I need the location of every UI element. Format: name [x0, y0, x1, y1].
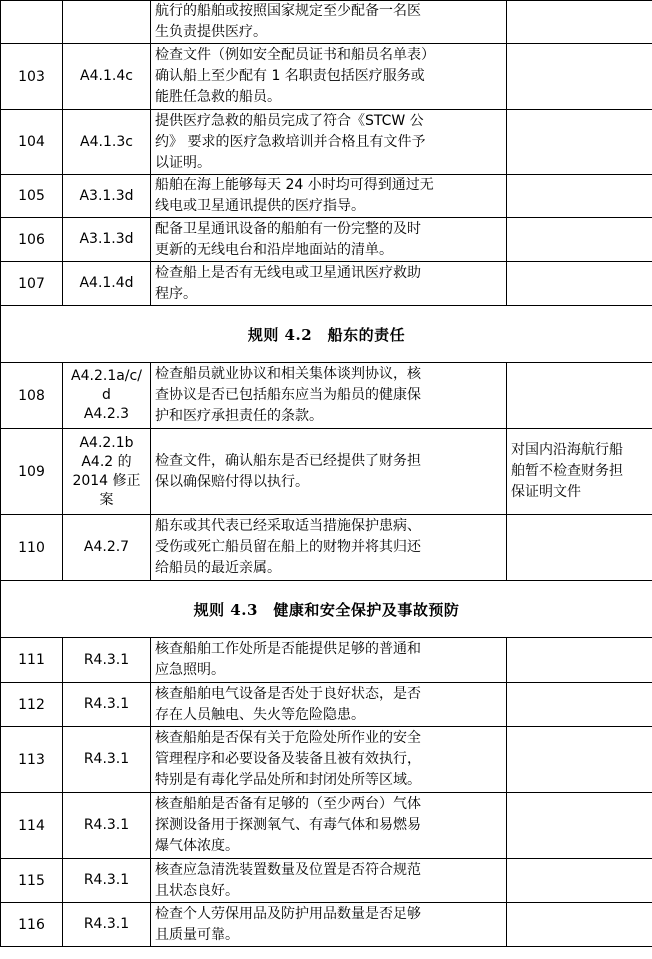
item-number-cell: 106 — [1, 218, 63, 262]
note-cell — [507, 727, 652, 793]
reference-line: R4.3.1 — [83, 872, 130, 888]
item-number-cell: 113 — [1, 727, 63, 793]
note-cell — [507, 363, 652, 429]
description-cell — [151, 859, 507, 903]
description-cell — [151, 175, 507, 218]
description-line: 核查船舶电气设备是否处于良好状态，是否 — [155, 685, 421, 702]
table-row — [1, 262, 652, 306]
description-cell — [151, 793, 507, 859]
note-cell — [507, 859, 652, 903]
note-cell — [507, 218, 652, 262]
note-cell — [507, 262, 652, 306]
description-line: 生负责提供医疗。 — [155, 24, 267, 40]
note-cell — [507, 429, 652, 515]
description-cell — [151, 1, 507, 44]
description-line: 线电或卫星通讯提供的医疗指导。 — [155, 198, 365, 214]
description-line: 特别是有毒化学品处所和封闭处所等区域。 — [155, 772, 421, 788]
reference-cell — [63, 859, 151, 903]
reference-cell — [63, 110, 151, 175]
description-cell — [151, 683, 507, 727]
item-number-cell: 104 — [1, 110, 63, 175]
reference-cell — [63, 1, 151, 44]
note-line: 保证明文件 — [511, 484, 581, 500]
reference-cell — [63, 175, 151, 218]
note-cell — [507, 903, 652, 947]
description-cell — [151, 638, 507, 683]
note-line: 对国内沿海航行船 — [511, 442, 623, 458]
reference-line: A3.1.3d — [79, 231, 134, 247]
description-cell — [151, 903, 507, 947]
reference-cell — [63, 429, 151, 515]
description-line: 保以确保赔付得以执行。 — [155, 473, 309, 490]
description-cell — [151, 515, 507, 581]
note-cell — [507, 44, 652, 110]
section-title: 规则 4.2 船东的责任 — [1, 306, 652, 363]
reference-line: R4.3.1 — [83, 696, 130, 712]
reference-cell — [63, 727, 151, 793]
description-line: 船东或其代表已经采取适当措施保护患病、 — [155, 518, 421, 534]
reference-cell — [63, 515, 151, 581]
note-cell — [507, 175, 652, 218]
description-line: 更新的无线电台和沿岸地面站的清单。 — [155, 241, 393, 258]
item-number-cell — [1, 1, 63, 44]
description-line: 检查文件（例如安全配员证书和船员名单表） — [155, 47, 435, 63]
table-row — [1, 683, 652, 727]
table-row — [1, 793, 652, 859]
note-cell — [507, 110, 652, 175]
reference-line: 2014 修正 — [72, 472, 141, 489]
reference-cell — [63, 903, 151, 947]
note-cell — [507, 793, 652, 859]
table-row — [1, 218, 652, 262]
item-number-cell: 110 — [1, 515, 63, 581]
description-line: 且状态良好。 — [155, 882, 239, 899]
description-line: 航行的船舶或按照国家规定至少配备一名医 — [155, 3, 421, 19]
description-line: 能胜任急救的船员。 — [155, 89, 281, 105]
section-header-row — [1, 306, 652, 363]
description-line: 确认船上至少配有 1 名职责包括医疗服务或 — [155, 68, 425, 84]
reference-line: A4.1.3c — [80, 133, 133, 150]
description-line: 检查船上是否有无线电或卫星通讯医疗救助 — [155, 264, 421, 281]
reference-line: d — [102, 387, 111, 403]
reference-line: A4.2.7 — [83, 539, 130, 555]
note-cell — [507, 683, 652, 727]
description-line: 检查文件，确认船东是否已经提供了财务担 — [155, 452, 421, 469]
description-cell — [151, 110, 507, 175]
table-row — [1, 515, 652, 581]
description-line: 核查船舶是否备有足够的（至少两台）气体 — [155, 796, 421, 812]
reference-cell — [63, 793, 151, 859]
reference-line: 案 — [99, 491, 114, 508]
description-line: 管理程序和必要设备及装备且被有效执行， — [155, 751, 421, 767]
description-line: 以证明。 — [155, 154, 211, 171]
reference-line: A4.1.4d — [79, 275, 134, 291]
item-number-cell: 112 — [1, 683, 63, 727]
note-line: 舶暂不检查财务担 — [511, 463, 623, 479]
reference-line: A4.2.3 — [83, 406, 130, 422]
reference-line: A3.1.3d — [79, 187, 134, 204]
description-line: 船舶在海上能够每天 24 小时均可得到通过无 — [155, 177, 434, 193]
description-line: 配备卫星通讯设备的船舶有一份完整的及时 — [155, 220, 421, 237]
item-number-cell: 108 — [1, 363, 63, 429]
reference-cell — [63, 683, 151, 727]
item-number-cell: 114 — [1, 793, 63, 859]
section-header-row — [1, 581, 652, 638]
section-title: 规则 4.3 健康和安全保护及事故预防 — [1, 581, 652, 638]
reference-line: R4.3.1 — [83, 916, 130, 932]
reference-cell — [63, 44, 151, 110]
description-line: 提供医疗急救的船员完成了符合《STCW 公 — [155, 112, 424, 129]
description-line: 查协议是否已包括船东应当为船员的健康保 — [155, 387, 421, 403]
table-row — [1, 429, 652, 515]
item-number-cell: 115 — [1, 859, 63, 903]
table-row — [1, 110, 652, 175]
inspection-table-body — [1, 1, 652, 947]
reference-cell — [63, 363, 151, 429]
description-cell — [151, 44, 507, 110]
reference-line: A4.2.1a/c/ — [71, 368, 142, 384]
table-row — [1, 903, 652, 947]
table-row — [1, 727, 652, 793]
description-line: 爆气体浓度。 — [155, 838, 239, 854]
reference-cell — [63, 638, 151, 683]
reference-line: R4.3.1 — [83, 817, 130, 833]
description-cell — [151, 363, 507, 429]
reference-line: A4.2.1b — [79, 434, 134, 451]
description-line: 探测设备用于探测氧气、有毒气体和易燃易 — [155, 817, 421, 833]
reference-line: R4.3.1 — [83, 651, 130, 668]
table-row — [1, 859, 652, 903]
description-line: 检查船员就业协议和相关集体谈判协议，核 — [155, 366, 421, 382]
table-row — [1, 44, 652, 110]
table-row — [1, 638, 652, 683]
description-line: 存在人员触电、失火等危险隐患。 — [155, 706, 365, 723]
item-number-cell: 116 — [1, 903, 63, 947]
description-cell — [151, 429, 507, 515]
description-line: 应急照明。 — [155, 662, 225, 678]
reference-cell — [63, 218, 151, 262]
reference-line: A4.1.4c — [80, 68, 133, 84]
description-line: 护和医疗承担责任的条款。 — [155, 408, 323, 424]
item-number-cell: 107 — [1, 262, 63, 306]
note-cell — [507, 1, 652, 44]
description-line: 给船员的最近亲属。 — [155, 560, 281, 576]
table-row — [1, 363, 652, 429]
description-line: 受伤或死亡船员留在船上的财物并将其归还 — [155, 539, 421, 555]
description-line: 约》 要求的医疗急救培训并合格且有文件予 — [155, 133, 426, 150]
table-row-continuation — [1, 1, 652, 44]
description-line: 程序。 — [155, 285, 197, 302]
note-cell — [507, 638, 652, 683]
reference-cell — [63, 262, 151, 306]
item-number-cell: 109 — [1, 429, 63, 515]
item-number-cell: 105 — [1, 175, 63, 218]
description-cell — [151, 218, 507, 262]
reference-line: A4.2 的 — [81, 453, 132, 470]
description-line: 核查船舶工作处所是否能提供足够的普通和 — [155, 641, 421, 657]
item-number-cell: 111 — [1, 638, 63, 683]
table-row — [1, 175, 652, 218]
description-line: 检查个人劳保用品及防护用品数量是否足够 — [155, 905, 421, 922]
description-cell — [151, 727, 507, 793]
description-cell — [151, 262, 507, 306]
description-line: 且质量可靠。 — [155, 926, 239, 943]
reference-line: R4.3.1 — [83, 751, 130, 767]
description-line: 核查船舶是否保有关于危险处所作业的安全 — [155, 730, 421, 746]
note-cell — [507, 515, 652, 581]
description-line: 核查应急清洗装置数量及位置是否符合规范 — [155, 861, 421, 878]
item-number-cell: 103 — [1, 44, 63, 110]
